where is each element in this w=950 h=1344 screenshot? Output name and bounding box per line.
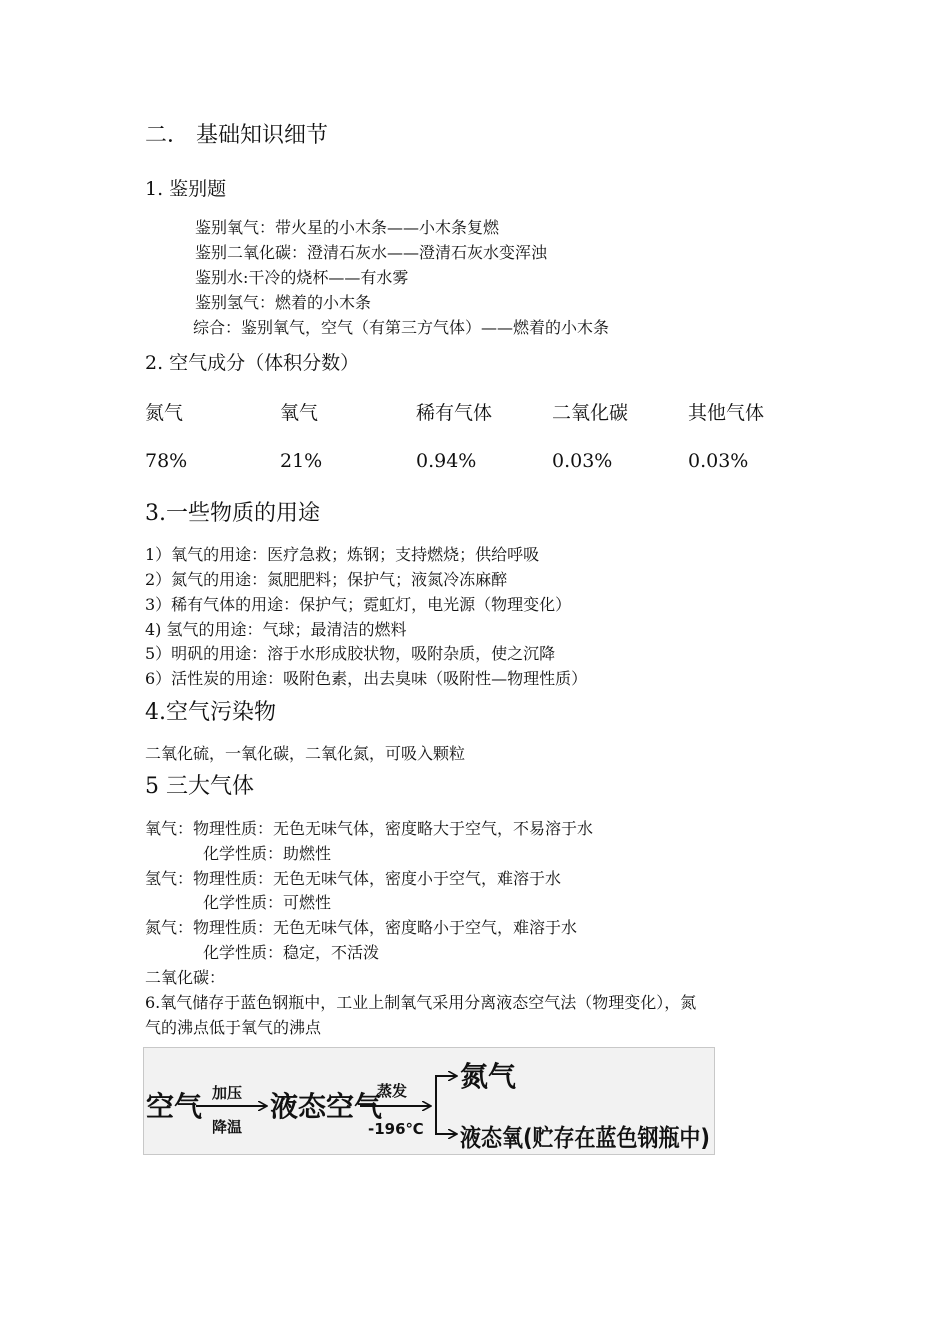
uses-line: 4) 氢气的用途：气球；最清洁的燃料	[145, 620, 407, 639]
composition-value-cell: 0.03%	[688, 450, 749, 472]
identification-line: 综合：鉴别氧气，空气（有第三方气体）——燃着的小木条	[193, 318, 610, 337]
heading-air-composition: 2. 空气成分（体积分数）	[145, 352, 360, 374]
uses-line: 5）明矾的用途：溶于水形成胶状物，吸附杂质，使之沉降	[145, 644, 556, 663]
gas-property-line: 氧气：物理性质：无色无味气体，密度略大于空气，不易溶于水	[145, 819, 594, 838]
uses-line: 2）氮气的用途：氮肥肥料；保护气；液氮冷冻麻醉	[145, 570, 508, 589]
gas-property-line: 化学性质：稳定，不活泼	[203, 943, 380, 962]
diagram-step2-top: 蒸发	[377, 1082, 408, 1100]
diagram-step1-bottom: 降温	[212, 1118, 243, 1136]
diagram-svg	[144, 1048, 716, 1156]
diagram-liquid-air-text: 液态空气	[270, 1090, 383, 1123]
identification-line: 鉴别氧气：带火星的小木条——小木条复燃	[195, 218, 500, 237]
gas-property-line: 化学性质：助燃性	[203, 844, 332, 863]
oxygen-storage-line: 6.氧气储存于蓝色钢瓶中，工业上制氧气采用分离液态空气法（物理变化），氮	[145, 993, 697, 1012]
oxygen-storage-line: 气的沸点低于氧气的沸点	[145, 1018, 322, 1037]
diagram-nitrogen-text: 氮气	[460, 1060, 517, 1093]
uses-line: 1）氧气的用途：医疗急救；炼钢；支持燃烧；供给呼吸	[145, 545, 540, 564]
gas-property-line: 化学性质：可燃性	[203, 893, 332, 912]
identification-line: 鉴别二氧化碳：澄清石灰水——澄清石灰水变浑浊	[195, 243, 548, 262]
uses-line: 6）活性炭的用途：吸附色素，出去臭味（吸附性—物理性质）	[145, 669, 588, 688]
diagram-step1-top: 加压	[212, 1084, 243, 1102]
identification-line: 鉴别水:干冷的烧杯——有水雾	[195, 268, 409, 287]
pollutants-text: 二氧化硫，一氧化碳，二氧化氮，可吸入颗粒	[145, 744, 466, 763]
section-title: 二． 基础知识细节	[145, 123, 328, 148]
air-separation-diagram	[143, 1047, 715, 1155]
diagram-branch-bracket	[436, 1076, 446, 1134]
composition-header-cell: 其他气体	[688, 402, 765, 424]
composition-header-cell: 氧气	[280, 402, 319, 424]
diagram-liquid-oxygen-text: 液态氧(贮存在蓝色钢瓶中)	[460, 1124, 710, 1152]
heading-pollutants: 4.空气污染物	[145, 700, 276, 725]
composition-header-cell: 二氧化碳	[552, 402, 629, 424]
identification-line: 鉴别氢气：燃着的小木条	[195, 293, 372, 312]
composition-header-cell: 稀有气体	[416, 402, 493, 424]
composition-header-cell: 氮气	[145, 402, 184, 424]
diagram-step2-bottom: -196℃	[368, 1120, 424, 1138]
uses-line: 3）稀有气体的用途：保护气；霓虹灯，电光源（物理变化）	[145, 595, 572, 614]
heading-uses: 3.一些物质的用途	[145, 501, 320, 526]
gas-property-line: 氢气：物理性质：无色无味气体，密度小于空气，难溶于水	[145, 869, 562, 888]
composition-value-cell: 0.94%	[416, 450, 477, 472]
gas-property-line: 二氧化碳：	[145, 968, 226, 987]
gas-property-line: 氮气：物理性质：无色无味气体，密度略小于空气，难溶于水	[145, 918, 578, 937]
composition-value-cell: 0.03%	[552, 450, 613, 472]
heading-three-gases: 5 三大气体	[145, 774, 254, 799]
composition-value-cell: 78%	[145, 450, 188, 472]
heading-identification: 1. 鉴别题	[145, 178, 227, 200]
diagram-air-text: 空气	[146, 1090, 203, 1123]
composition-value-cell: 21%	[280, 450, 323, 472]
